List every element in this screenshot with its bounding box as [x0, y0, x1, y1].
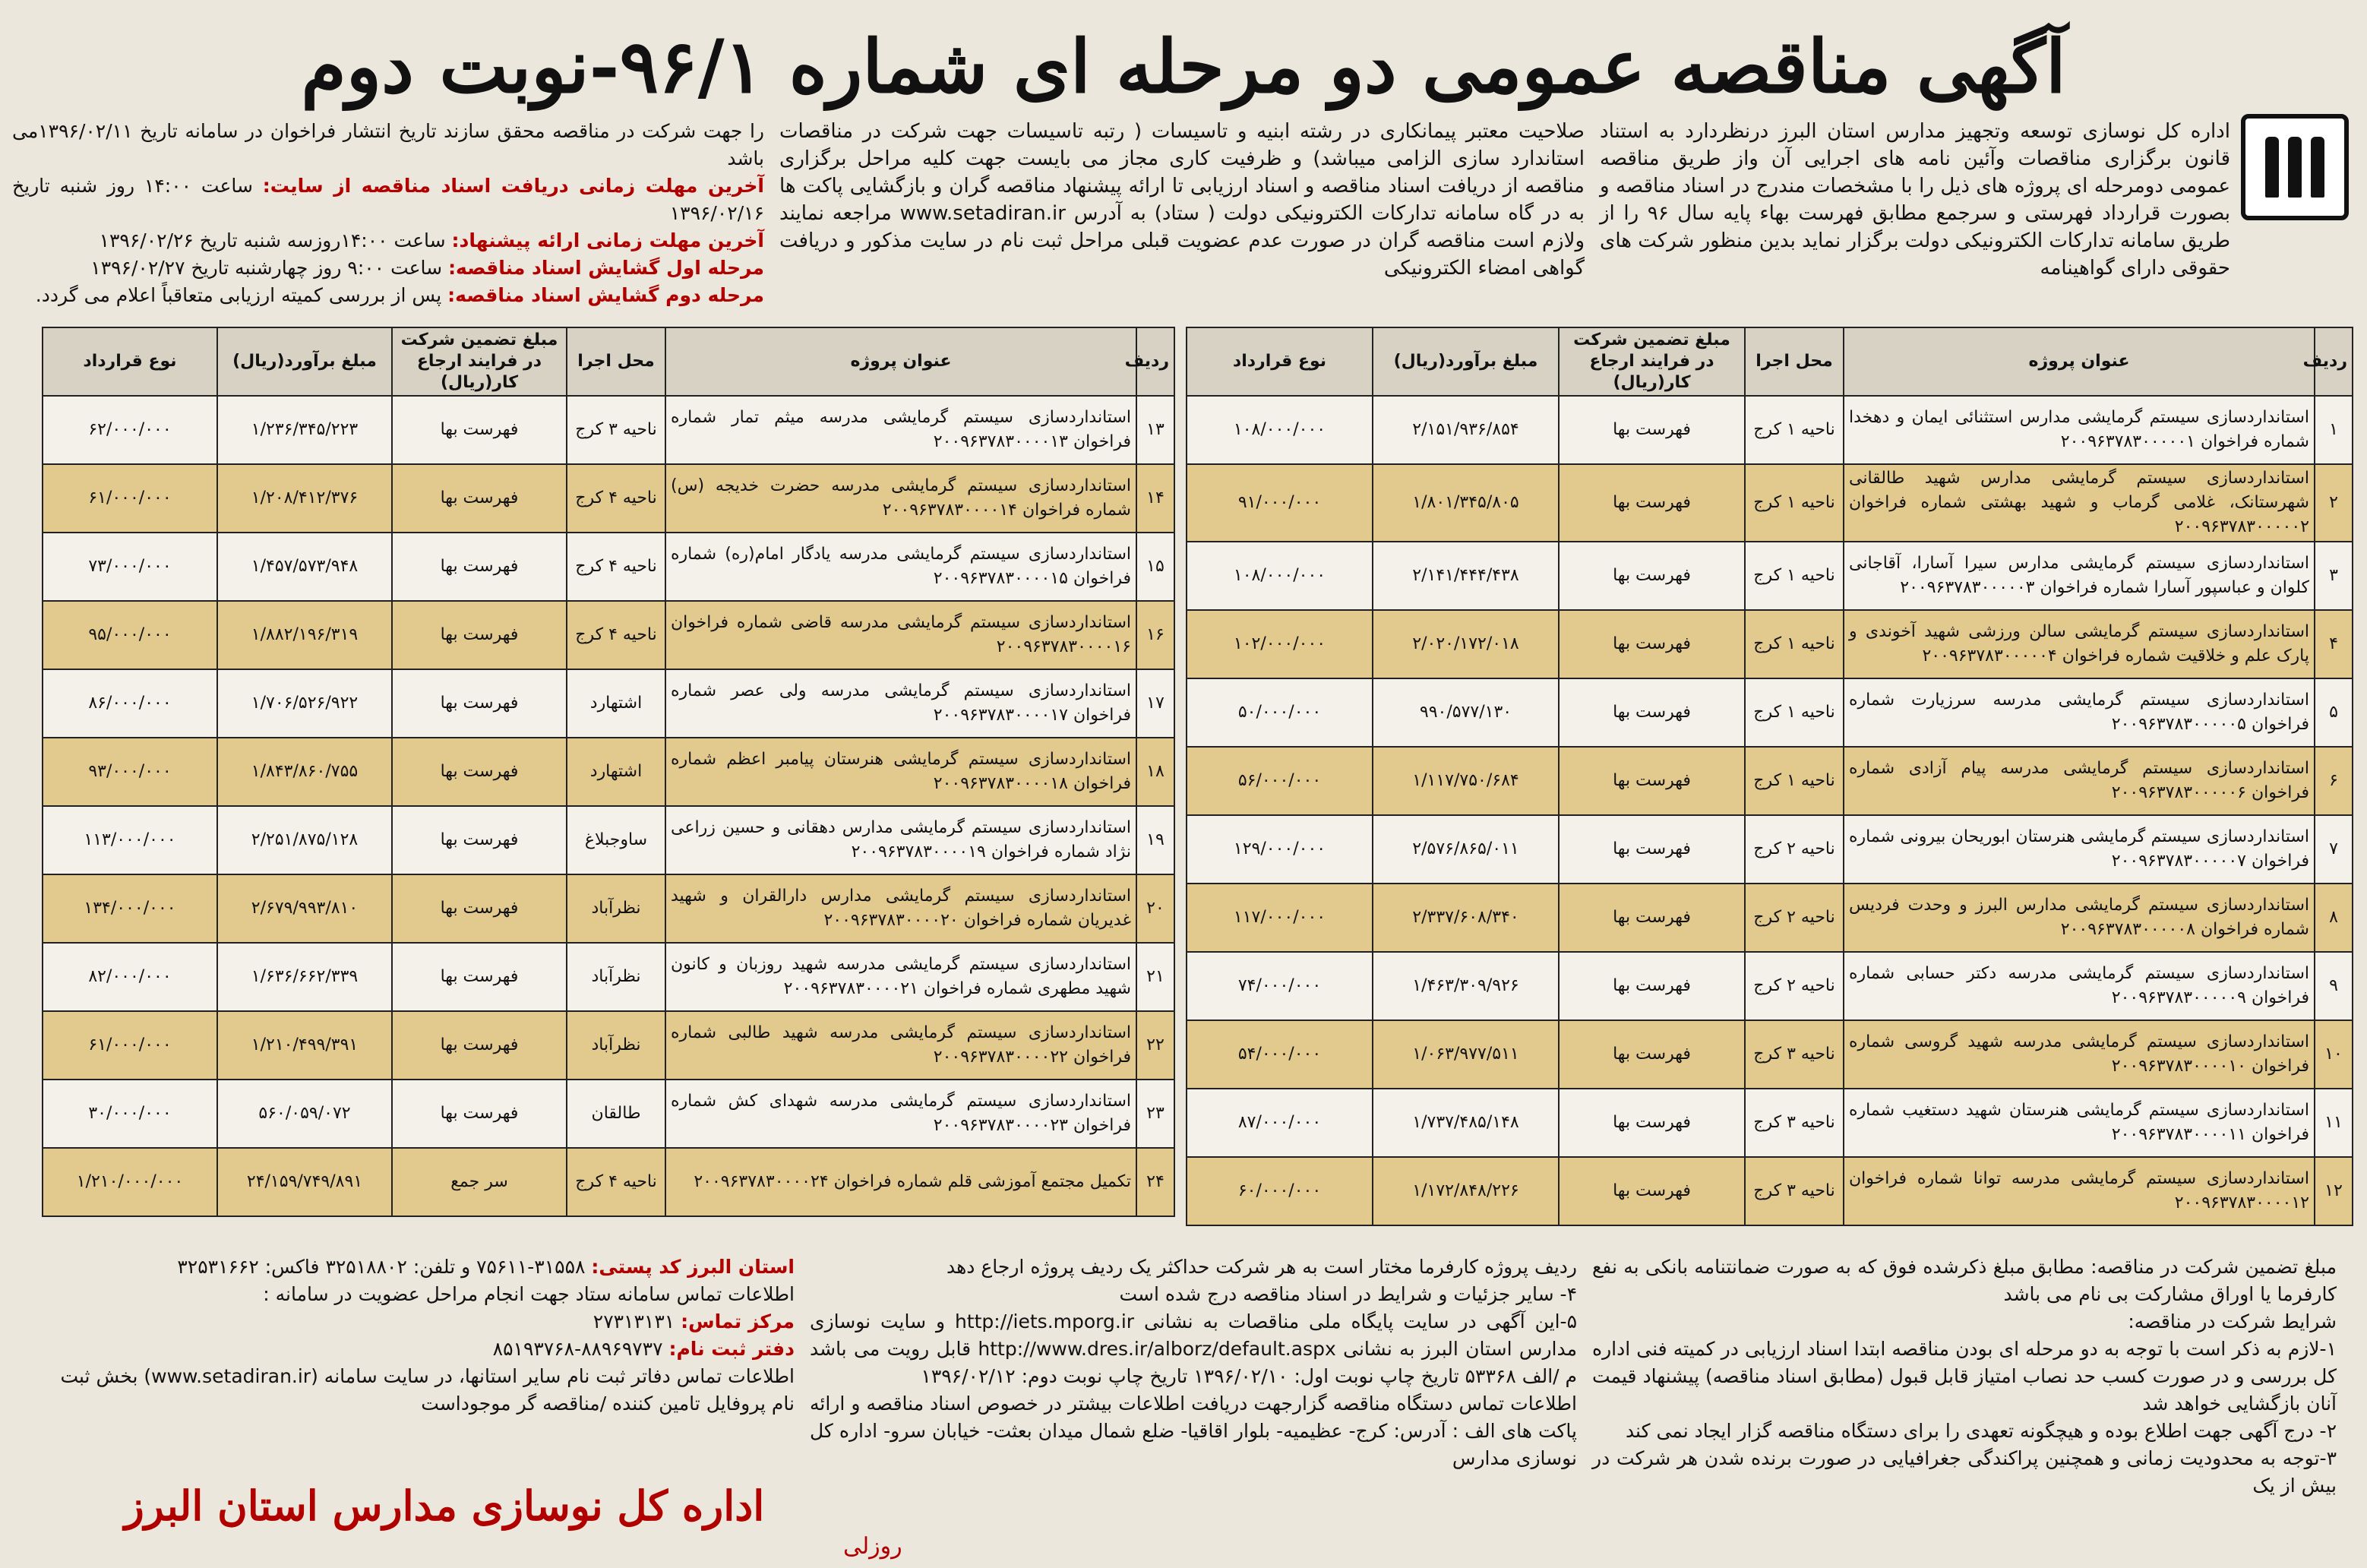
row-number: ۶ — [2315, 747, 2353, 815]
estimate-amount: ۱/۲۱۰/۴۹۹/۳۹۱ — [217, 1011, 392, 1080]
project-location: ناحیه ۴ کرج — [567, 1148, 665, 1216]
detail-1: ردیف پروژه کارفرما مختار است به هر شرکت حداکثر یک ردیف پروژه ارجاع دهد — [946, 1256, 1577, 1278]
guarantee-amount: ۸۲/۰۰۰/۰۰۰ — [43, 943, 217, 1011]
row-number: ۲۰ — [1136, 874, 1174, 943]
row-number: ۱۰ — [2315, 1020, 2353, 1089]
conditions-heading: شرایط شرکت در مناقصه: — [2128, 1310, 2337, 1332]
table-row — [43, 1080, 1174, 1148]
table-row — [1187, 884, 2353, 952]
contract-type: فهرست بها — [392, 943, 567, 1011]
postal-line: استان البرز کد پستی: ۳۱۵۵۸-۷۵۶۱۱ و تلفن: ۳۲۵۱۸۸۰۲ فاکس: ۳۲۵۳۱۶۶۲ — [177, 1256, 795, 1278]
estimate-amount: ۱/۴۵۷/۵۷۳/۹۴۸ — [217, 533, 392, 601]
guarantee-amount: ۷۳/۰۰۰/۰۰۰ — [43, 533, 217, 601]
second-opening-line: مرحله دوم گشایش اسناد مناقصه: پس از بررسی کمیته ارزیابی متعاقباً اعلام می گردد. — [35, 284, 764, 306]
table-row — [43, 396, 1174, 464]
estimate-amount: ۱/۸۴۳/۸۶۰/۷۵۵ — [217, 738, 392, 806]
setad-contact-line: اطلاعات تماس سامانه ستاد جهت انجام مراحل عضویت در سامانه : — [263, 1283, 795, 1305]
table-row — [1187, 678, 2353, 747]
condition-2: ۲- درج آگهی جهت اطلاع بوده و هیچگونه تعهدی را برای دستگاه مناقصه گزار ایجاد نمی کند — [1625, 1420, 2337, 1442]
condition-3: ۳-توجه به محدودیت زمانی و همچنین پراکندگی جغرافیایی در صورت برنده شدن هر شرکت در بیش از یک — [1592, 1447, 2337, 1497]
project-location: ناحیه ۳ کرج — [1745, 1089, 1844, 1157]
row-number: ۲۳ — [1136, 1080, 1174, 1148]
table-row — [43, 601, 1174, 669]
project-location: ناحیه ۴ کرج — [567, 601, 665, 669]
contract-type: فهرست بها — [1559, 542, 1745, 610]
row-number: ۴ — [2315, 610, 2353, 678]
row-number: ۵ — [2315, 678, 2353, 747]
contract-type: فهرست بها — [392, 806, 567, 874]
project-location: طالقان — [567, 1080, 665, 1148]
table-row — [43, 464, 1174, 533]
header-estimate: مبلغ برآورد(ریال) — [1373, 327, 1559, 396]
detail-4: اطلاعات تماس دستگاه مناقصه گزارجهت دریافت اطلاعات بیشتر در خصوص اسناد مناقصه و ارائه پاکت های الف : آدرس: کرج- عظیمیه- بلوار اقاقیا- ضلع شمال میدان بعثت- خیابان سرو- اداره کل نوسازی مدارس — [810, 1393, 1577, 1469]
contract-type: فهرست بها — [392, 874, 567, 943]
project-title: استانداردسازی سیستم گرمایشی مدرسه شهید روزبان و کانون شهید مطهری شماره فراخوان ۲۰۰۹۶۳۷۸۳۰۰۰۰۲۱ — [665, 943, 1136, 1011]
header-location: محل اجرا — [567, 327, 665, 396]
bid-deadline-line: آخرین مهلت زمانی ارائه پیشنهاد: ساعت ۱۴:۰۰روزسه شنبه تاریخ ۱۳۹۶/۰۲/۲۶ — [99, 229, 764, 251]
table-row — [1187, 610, 2353, 678]
project-title: استانداردسازی سیستم گرمایشی هنرستان ابوریحان بیرونی شماره فراخوان ۲۰۰۹۶۳۷۸۳۰۰۰۰۰۷ — [1844, 815, 2315, 884]
contract-type: فهرست بها — [392, 533, 567, 601]
project-title: استانداردسازی سیستم گرمایشی مدرسه توانا شماره فراخوان ۲۰۰۹۶۳۷۸۳۰۰۰۰۱۲ — [1844, 1157, 2315, 1225]
project-location: ناحیه ۴ کرج — [567, 533, 665, 601]
doc-deadline-line: آخرین مهلت زمانی دریافت اسناد مناقصه از سایت: ساعت ۱۴:۰۰ روز شنبه تاریخ ۱۳۹۶/۰۲/۱۶ — [12, 175, 764, 224]
project-location: اشتهارد — [567, 738, 665, 806]
project-location: نظرآباد — [567, 874, 665, 943]
contract-type: فهرست بها — [1559, 815, 1745, 884]
project-location: ناحیه ۱ کرج — [1745, 542, 1844, 610]
project-location: ناحیه ۱ کرج — [1745, 464, 1844, 542]
project-location: ناحیه ۲ کرج — [1745, 815, 1844, 884]
table-row — [43, 1011, 1174, 1080]
row-number: ۱۱ — [2315, 1089, 2353, 1157]
first-opening-line: مرحله اول گشایش اسناد مناقصه: ساعت ۹:۰۰ روز چهارشنبه تاریخ ۱۳۹۶/۰۲/۲۷ — [90, 257, 764, 279]
contract-type: فهرست بها — [1559, 1020, 1745, 1089]
project-title: استانداردسازی سیستم گرمایشی مدرسه پیام آزادی شماره فراخوان ۲۰۰۹۶۳۷۸۳۰۰۰۰۰۶ — [1844, 747, 2315, 815]
row-number: ۹ — [2315, 952, 2353, 1020]
row-number: ۷ — [2315, 815, 2353, 884]
project-title: استانداردسازی سیستم گرمایشی مدارس سیرا آسارا، آقاجانی کلوان و عباسپور آسارا شماره فراخوان ۲۰۰۹۶۳۷۸۳۰۰۰۰۰۳ — [1844, 542, 2315, 610]
project-title: استانداردسازی سیستم گرمایشی مدارس شهید طالقانی شهرستانک، غلامی گرماب و شهید بهشتی شماره فراخوان ۲۰۰۹۶۳۷۸۳۰۰۰۰۰۲ — [1844, 464, 2315, 542]
header-row: ردیف — [1136, 327, 1174, 396]
project-location: ناحیه ۱ کرج — [1745, 396, 1844, 464]
estimate-amount: ۲/۰۲۰/۱۷۲/۰۱۸ — [1373, 610, 1559, 678]
estimate-amount: ۲/۶۷۹/۹۹۳/۸۱۰ — [217, 874, 392, 943]
contract-type: فهرست بها — [1559, 464, 1745, 542]
intro-column-3 — [12, 118, 764, 309]
guarantee-amount: ۸۶/۰۰۰/۰۰۰ — [43, 669, 217, 738]
guarantee-amount: ۱۱۳/۰۰۰/۰۰۰ — [43, 806, 217, 874]
row-number: ۱۹ — [1136, 806, 1174, 874]
table-row — [1187, 1020, 2353, 1089]
guarantee-amount: ۱/۲۱۰/۰۰۰/۰۰۰ — [43, 1148, 217, 1216]
table-row — [43, 943, 1174, 1011]
project-title: استانداردسازی سیستم گرمایشی مدرسه سرزیارت شماره فراخوان ۲۰۰۹۶۳۷۸۳۰۰۰۰۰۵ — [1844, 678, 2315, 747]
header-guarantee: مبلغ تضمین شرکت در فرایند ارجاع کار(ریال) — [392, 327, 567, 396]
project-title: استانداردسازی سیستم گرمایشی مدرسه قاضی شماره فراخوان ۲۰۰۹۶۳۷۸۳۰۰۰۰۱۶ — [665, 601, 1136, 669]
estimate-amount: ۱/۲۳۶/۳۴۵/۲۲۳ — [217, 396, 392, 464]
guarantee-amount: ۹۳/۰۰۰/۰۰۰ — [43, 738, 217, 806]
project-title: استانداردسازی سیستم گرمایشی مدارس استثنائی ایمان و دهخدا شماره فراخوان ۲۰۰۹۶۳۷۸۳۰۰۰۰۰۱ — [1844, 396, 2315, 464]
project-location: ساوجبلاغ — [567, 806, 665, 874]
table-row — [43, 806, 1174, 874]
signature: اداره کل نوسازی مدارس استان البرز — [124, 1481, 765, 1530]
contact-section — [35, 1253, 795, 1418]
project-title: استانداردسازی سیستم گرمایشی سالن ورزشی شهید آخوندی و پارک علم و خلاقیت شماره فراخوان ۲۰۰۹۶۳۷۸۳۰۰۰۰۰۴ — [1844, 610, 2315, 678]
row-number: ۲۲ — [1136, 1011, 1174, 1080]
projects-table-right — [1186, 327, 2353, 1226]
row-number: ۱۷ — [1136, 669, 1174, 738]
row-number: ۲ — [2315, 464, 2353, 542]
provinces-contact-line: اطلاعات تماس دفاتر ثبت نام سایر استانها، در سایت سامانه (www.setadiran.ir) بخش ثبت نام پروفایل تامین کننده /مناقصه گر موجوداست — [60, 1365, 795, 1415]
contract-type: فهرست بها — [392, 1011, 567, 1080]
project-title: استانداردسازی سیستم گرمایشی مدرسه شهید طالبی شماره فراخوان ۲۰۰۹۶۳۷۸۳۰۰۰۰۲۲ — [665, 1011, 1136, 1080]
project-location: ناحیه ۴ کرج — [567, 464, 665, 533]
contract-type: فهرست بها — [392, 738, 567, 806]
table-row — [1187, 1157, 2353, 1225]
intro-column-2: صلاحیت معتبر پیمانکاری در رشته ابنیه و تاسیسات ( رتبه تاسیسات جهت شرکت در مناقصات استاندارد سازی الزامی میباشد) و ظرفیت کاری مجاز می بایست جهت کلیه مراحل برگزاری مناقصه از دریافت اسناد مناقصه و اسناد ارزیابی تا ارائه پیشنهاد مناقصه گران و بازگشایی پاکت ها به در گاه سامانه تدارکات الکترونیکی دولت ( ستاد) به آدرس www.setadiran.ir مراجعه نمایند ولازم است مناقصه گران در صورت عدم عضویت قبلی مراحل ثبت نام در سایت مذکور و دریافت گواهی امضاء الکترونیکی — [779, 120, 1585, 280]
contract-type: سر جمع — [392, 1148, 567, 1216]
contract-type: فهرست بها — [1559, 1089, 1745, 1157]
project-title: استانداردسازی سیستم گرمایشی مدرسه شهدای کش شماره فراخوان ۲۰۰۹۶۳۷۸۳۰۰۰۰۲۳ — [665, 1080, 1136, 1148]
guarantee-amount: ۵۶/۰۰۰/۰۰۰ — [1187, 747, 1373, 815]
project-location: نظرآباد — [567, 1011, 665, 1080]
row-number: ۲۴ — [1136, 1148, 1174, 1216]
detail-2: ۴- سایر جزئیات و شرایط در اسناد مناقصه درج شده است — [1119, 1283, 1577, 1305]
contract-type: فهرست بها — [1559, 952, 1745, 1020]
guarantee-amount: ۱۰۲/۰۰۰/۰۰۰ — [1187, 610, 1373, 678]
header-location: محل اجرا — [1745, 327, 1844, 396]
estimate-amount: ۱/۸۰۱/۳۴۵/۸۰۵ — [1373, 464, 1559, 542]
estimate-amount: ۱/۴۶۳/۳۰۹/۹۲۶ — [1373, 952, 1559, 1020]
table-row — [1187, 464, 2353, 542]
project-location: ناحیه ۳ کرج — [1745, 1157, 1844, 1225]
estimate-amount: ۱/۸۸۲/۱۹۶/۳۱۹ — [217, 601, 392, 669]
project-title: استانداردسازی سیستم گرمایشی مدرسه شهید گروسی شماره فراخوان ۲۰۰۹۶۳۷۸۳۰۰۰۰۱۰ — [1844, 1020, 2315, 1089]
project-location: ناحیه ۱ کرج — [1745, 610, 1844, 678]
guarantee-amount: ۵۰/۰۰۰/۰۰۰ — [1187, 678, 1373, 747]
project-title: استانداردسازی سیستم گرمایشی مدارس دهقانی و حسین زراعی نژاد شماره فراخوان ۲۰۰۹۶۳۷۸۳۰۰۰۰۱۹ — [665, 806, 1136, 874]
project-title: استانداردسازی سیستم گرمایشی هنرستان پیامبر اعظم شماره فراخوان ۲۰۰۹۶۳۷۸۳۰۰۰۰۱۸ — [665, 738, 1136, 806]
header-estimate: مبلغ برآورد(ریال) — [217, 327, 392, 396]
contract-type: فهرست بها — [1559, 396, 1745, 464]
row-number: ۸ — [2315, 884, 2353, 952]
guarantee-amount: ۹۵/۰۰۰/۰۰۰ — [43, 601, 217, 669]
project-location: ناحیه ۳ کرج — [567, 396, 665, 464]
guarantee-amount: ۹۱/۰۰۰/۰۰۰ — [1187, 464, 1373, 542]
header-row: ردیف — [2315, 327, 2353, 396]
project-location: اشتهارد — [567, 669, 665, 738]
estimate-amount: ۲/۱۴۱/۴۴۴/۴۳۸ — [1373, 542, 1559, 610]
estimate-amount: ۲/۲۵۱/۸۷۵/۱۲۸ — [217, 806, 392, 874]
row-number: ۱۵ — [1136, 533, 1174, 601]
estimate-amount: ۱/۶۳۶/۶۶۲/۳۳۹ — [217, 943, 392, 1011]
header-project: عنوان پروژه — [665, 327, 1136, 396]
project-title: استانداردسازی سیستم گرمایشی مدارس البرز و وحدت فردیس شماره فراخوان ۲۰۰۹۶۳۷۸۳۰۰۰۰۰۸ — [1844, 884, 2315, 952]
estimate-amount: ۲۴/۱۵۹/۷۴۹/۸۹۱ — [217, 1148, 392, 1216]
conditions-section — [1592, 1253, 2337, 1500]
table-row — [43, 1148, 1174, 1216]
guarantee-amount: ۶۱/۰۰۰/۰۰۰ — [43, 1011, 217, 1080]
publish-date-line: را جهت شرکت در مناقصه محقق سازند تاریخ انتشار فراخوان در سامانه تاریخ ۱۳۹۶/۰۲/۱۱می باشد — [12, 120, 764, 169]
project-title: تکمیل مجتمع آموزشی قلم شماره فراخوان ۲۰۰۹۶۳۷۸۳۰۰۰۰۲۴ — [665, 1148, 1136, 1216]
row-number: ۲۱ — [1136, 943, 1174, 1011]
organization-logo — [2241, 114, 2349, 220]
row-number: ۱۲ — [2315, 1157, 2353, 1225]
row-number: ۱۸ — [1136, 738, 1174, 806]
guarantee-amount: ۸۷/۰۰۰/۰۰۰ — [1187, 1089, 1373, 1157]
table-row — [1187, 396, 2353, 464]
estimate-amount: ۱/۷۰۶/۵۲۶/۹۲۲ — [217, 669, 392, 738]
contract-type: فهرست بها — [392, 669, 567, 738]
guarantee-amount: ۱۳۴/۰۰۰/۰۰۰ — [43, 874, 217, 943]
contract-type: فهرست بها — [1559, 1157, 1745, 1225]
call-center-line: مرکز تماس: ۲۷۳۱۳۱۳۱ — [593, 1310, 795, 1332]
project-title: استانداردسازی سیستم گرمایشی مدارس دارالقران و شهید غدیریان شماره فراخوان ۲۰۰۹۶۳۷۸۳۰۰۰۰۲۰ — [665, 874, 1136, 943]
table-row — [43, 669, 1174, 738]
project-title: استانداردسازی سیستم گرمایشی مدرسه میثم تمار شماره فراخوان ۲۰۰۹۶۳۷۸۳۰۰۰۰۱۳ — [665, 396, 1136, 464]
project-location: ناحیه ۱ کرج — [1745, 678, 1844, 747]
details-section — [810, 1253, 1577, 1472]
guarantee-amount: ۵۴/۰۰۰/۰۰۰ — [1187, 1020, 1373, 1089]
contract-type: فهرست بها — [392, 1080, 567, 1148]
project-title: استانداردسازی سیستم گرمایشی هنرستان شهید دستغیب شماره فراخوان ۲۰۰۹۶۳۷۸۳۰۰۰۰۱۱ — [1844, 1089, 2315, 1157]
handwritten-mark: روزلی — [843, 1533, 902, 1560]
guarantee-amount: ۳۰/۰۰۰/۰۰۰ — [43, 1080, 217, 1148]
contract-type: فهرست بها — [392, 601, 567, 669]
header-guarantee: مبلغ تضمین شرکت در فرایند ارجاع کار(ریال) — [1559, 327, 1745, 396]
estimate-amount: ۱/۷۳۷/۴۸۵/۱۴۸ — [1373, 1089, 1559, 1157]
contract-type: فهرست بها — [1559, 884, 1745, 952]
project-title: استانداردسازی سیستم گرمایشی مدرسه دکتر حسابی شماره فراخوان ۲۰۰۹۶۳۷۸۳۰۰۰۰۰۹ — [1844, 952, 2315, 1020]
guarantee-amount: ۷۴/۰۰۰/۰۰۰ — [1187, 952, 1373, 1020]
table-row — [1187, 1089, 2353, 1157]
project-location: ناحیه ۳ کرج — [1745, 1020, 1844, 1089]
registration-office-line: دفتر ثبت نام: ۸۸۹۶۹۷۳۷-۸۵۱۹۳۷۶۸ — [492, 1338, 795, 1360]
estimate-amount: ۲/۳۳۷/۶۰۸/۳۴۰ — [1373, 884, 1559, 952]
guarantee-amount: ۶۱/۰۰۰/۰۰۰ — [43, 464, 217, 533]
header-contract: نوع قرارداد — [43, 327, 217, 396]
row-number: ۱ — [2315, 396, 2353, 464]
guarantee-amount: ۱۰۸/۰۰۰/۰۰۰ — [1187, 542, 1373, 610]
header-project: عنوان پروژه — [1844, 327, 2315, 396]
estimate-amount: ۵۶۰/۰۵۹/۰۷۲ — [217, 1080, 392, 1148]
detail-3: ۵-این آگهی در سایت پایگاه ملی مناقصات به نشانی http://iets.mporg.ir و سایت نوسازی مدارس استان البرز به نشانی http://www.dres.ir/alborz/default.aspx قابل رویت می باشد م /الف ۵۳۳۶۸ تاریخ چاپ نوبت اول: ۱۳۹۶/۰۲/۱۰ تاریخ چاپ نوبت دوم: ۱۳۹۶/۰۲/۱۲ — [810, 1310, 1578, 1387]
estimate-amount: ۱/۱۷۲/۸۴۸/۲۲۶ — [1373, 1157, 1559, 1225]
project-title: استانداردسازی سیستم گرمایشی مدرسه ولی عصر شماره فراخوان ۲۰۰۹۶۳۷۸۳۰۰۰۰۱۷ — [665, 669, 1136, 738]
project-location: ناحیه ۲ کرج — [1745, 884, 1844, 952]
guarantee-amount: ۶۰/۰۰۰/۰۰۰ — [1187, 1157, 1373, 1225]
projects-table-left — [42, 327, 1175, 1217]
row-number: ۱۴ — [1136, 464, 1174, 533]
row-number: ۳ — [2315, 542, 2353, 610]
contract-type: فهرست بها — [392, 464, 567, 533]
row-number: ۱۳ — [1136, 396, 1174, 464]
guarantee-amount: ۱۰۸/۰۰۰/۰۰۰ — [1187, 396, 1373, 464]
guarantee-amount: ۱۱۷/۰۰۰/۰۰۰ — [1187, 884, 1373, 952]
contract-type: فهرست بها — [392, 396, 567, 464]
table-row — [1187, 542, 2353, 610]
row-number: ۱۶ — [1136, 601, 1174, 669]
estimate-amount: ۱/۰۶۳/۹۷۷/۵۱۱ — [1373, 1020, 1559, 1089]
guarantee-amount: ۶۲/۰۰۰/۰۰۰ — [43, 396, 217, 464]
table-row — [1187, 747, 2353, 815]
project-title: استانداردسازی سیستم گرمایشی مدرسه حضرت خدیجه (س) شماره فراخوان ۲۰۰۹۶۳۷۸۳۰۰۰۰۱۴ — [665, 464, 1136, 533]
guarantee-amount: ۱۲۹/۰۰۰/۰۰۰ — [1187, 815, 1373, 884]
estimate-amount: ۱/۲۰۸/۴۱۲/۳۷۶ — [217, 464, 392, 533]
condition-1: ۱-لازم به ذکر است با توجه به دو مرحله ای بودن مناقصه ابتدا اسناد ارزیابی در کمیته فنی اداره کل بررسی و در صورت کسب حد نصاب امتیاز قابل قبول (مطابق اسناد مناقصه) پیشنهاد قیمت آنان بازگشایی خواهد شد — [1592, 1338, 2337, 1415]
table-row — [43, 874, 1174, 943]
table-row — [1187, 815, 2353, 884]
estimate-amount: ۲/۵۷۶/۸۶۵/۰۱۱ — [1373, 815, 1559, 884]
project-location: نظرآباد — [567, 943, 665, 1011]
project-title: استانداردسازی سیستم گرمایشی مدرسه یادگار امام(ره) شماره فراخوان ۲۰۰۹۶۳۷۸۳۰۰۰۰۱۵ — [665, 533, 1136, 601]
intro-column-1: اداره کل نوسازی توسعه وتجهیز مدارس استان البرز درنظردارد به استناد قانون برگزاری مناقصات وآئین نامه های اجرایی آن واز طریق مناقصه عمومی دومرحله ای پروژه های ذیل را با مشخصات مندرج در اسناد مناقصه و بصورت قرارداد فهرستی و سرجمع مطابق فهرست بهاء پایه سال ۹۶ را از طریق سامانه تدارکات الکترونیکی دولت برگزار نماید بدین منظور شرکت های حقوقی دارای گواهینامه — [1600, 120, 2230, 280]
contract-type: فهرست بها — [1559, 747, 1745, 815]
project-location: ناحیه ۲ کرج — [1745, 952, 1844, 1020]
table-row — [43, 533, 1174, 601]
project-location: ناحیه ۱ کرج — [1745, 747, 1844, 815]
table-row — [43, 738, 1174, 806]
header-contract: نوع قرارداد — [1187, 327, 1373, 396]
contract-type: فهرست بها — [1559, 610, 1745, 678]
contract-type: فهرست بها — [1559, 678, 1745, 747]
estimate-amount: ۲/۱۵۱/۹۳۶/۸۵۴ — [1373, 396, 1559, 464]
estimate-amount: ۹۹۰/۵۷۷/۱۳۰ — [1373, 678, 1559, 747]
page-title: آگهی مناقصه عمومی دو مرحله ای شماره ۹۶/۱-نوبت دوم — [301, 24, 2066, 109]
table-row — [1187, 952, 2353, 1020]
estimate-amount: ۱/۱۱۷/۷۵۰/۶۸۴ — [1373, 747, 1559, 815]
guarantee-note: مبلغ تضمین شرکت در مناقصه: مطابق مبلغ ذکرشده فوق که به صورت ضمانتنامه بانکی به نفع کارفرما یا اوراق مشارکت بی نام می باشد — [1592, 1256, 2337, 1305]
